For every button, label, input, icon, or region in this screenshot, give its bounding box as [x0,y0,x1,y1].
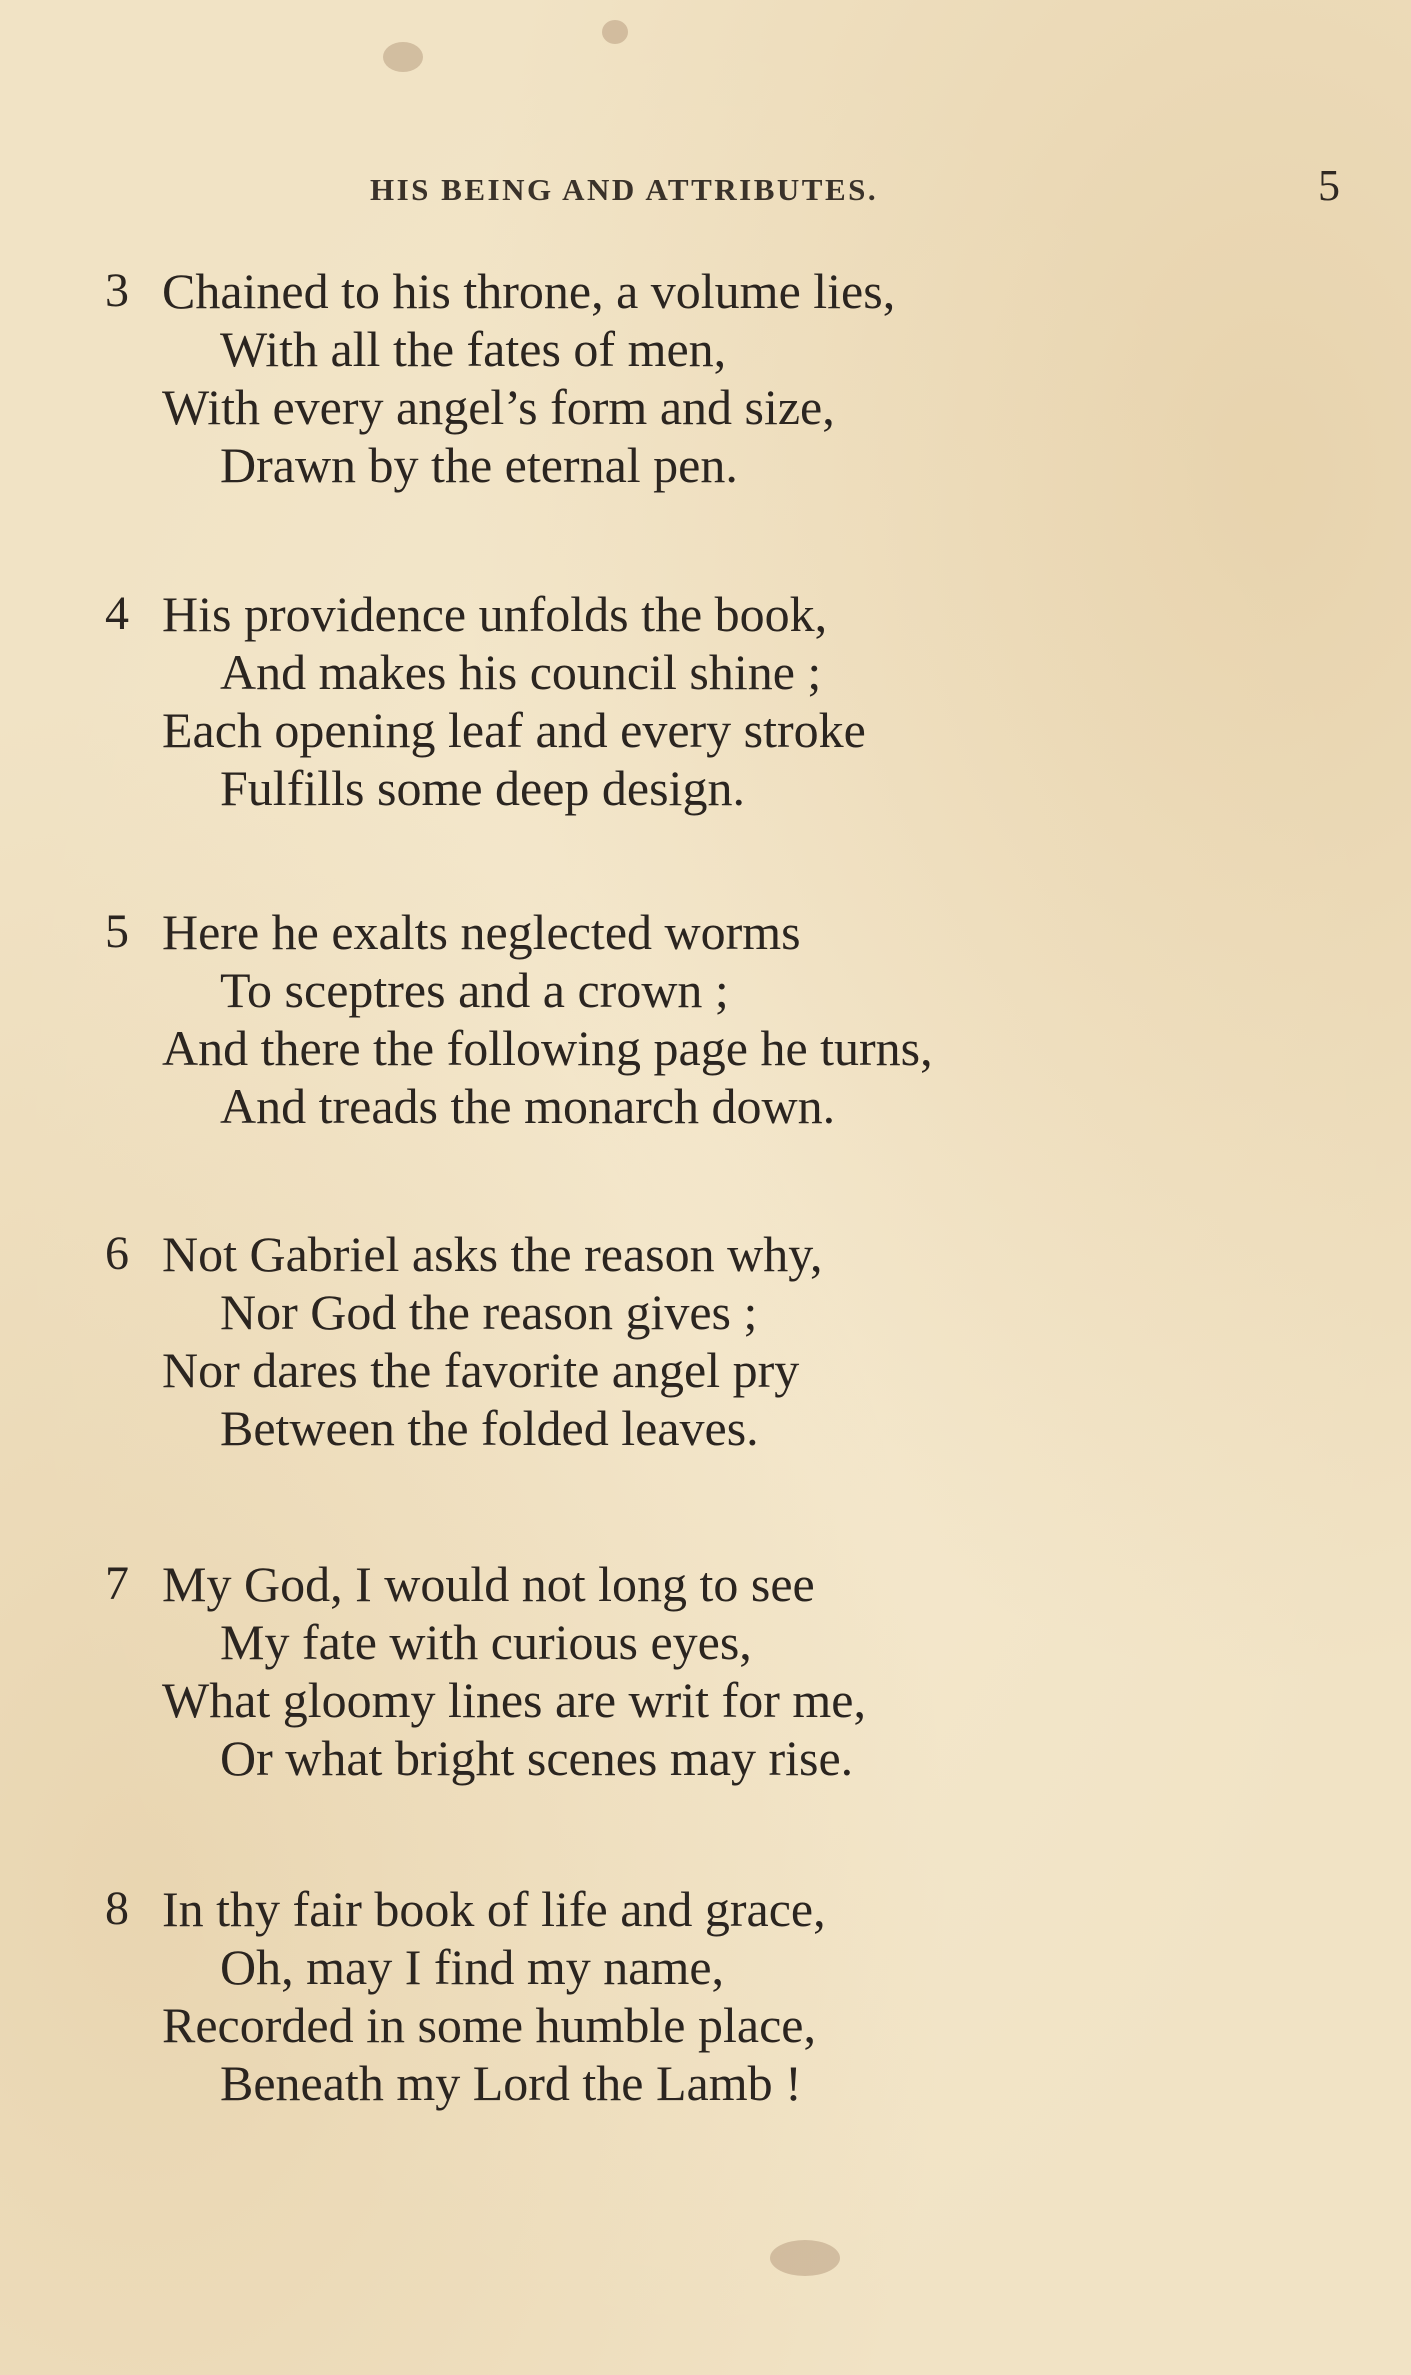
hymn-line: What gloomy lines are writ for me, [162,1672,866,1728]
hymn-line: Not Gabriel asks the reason why, [162,1226,823,1282]
hymn-line: And makes his council shine ; [220,644,822,700]
hymn-line: Fulfills some deep design. [220,760,745,816]
hymn-line: Nor dares the favorite angel pry [162,1342,800,1398]
stanza-number: 5 [105,905,129,958]
hymn-line: Between the folded leaves. [220,1400,759,1456]
hymn-line: My God, I would not long to see [162,1556,815,1612]
hymn-line: To sceptres and a crown ; [220,962,729,1018]
page-number: 5 [1318,161,1340,210]
hymn-line: In thy fair book of life and grace, [162,1881,826,1937]
stanza-number: 7 [105,1557,129,1610]
hymn-line: Or what bright scenes may rise. [220,1730,854,1786]
stanza-number: 4 [105,587,129,640]
hymn-line: Here he exalts neglected worms [162,904,801,960]
ink-blot-decoration [770,2240,840,2276]
hymn-line: And there the following page he turns, [162,1020,933,1076]
hymn-line: Beneath my Lord the Lamb ! [220,2055,802,2111]
running-head-title: HIS BEING AND ATTRIBUTES. [370,172,879,207]
hymn-line: Nor God the reason gives ; [220,1284,758,1340]
hymn-line: Oh, may I find my name, [220,1939,725,1995]
hymn-line: Each opening leaf and every stroke [162,702,866,758]
stanza-number: 6 [105,1227,129,1280]
stanza-number: 8 [105,1882,129,1935]
hymn-line: His providence unfolds the book, [162,586,828,642]
hymn-line: Recorded in some humble place, [162,1997,816,2053]
hymn-line: My fate with curious eyes, [220,1614,752,1670]
hymn-line: With all the fates of men, [220,321,727,377]
hymn-line: Chained to his throne, a volume lies, [162,263,896,319]
hymn-line: With every angel’s form and size, [162,379,835,435]
hymn-line: Drawn by the eternal pen. [220,437,738,493]
stanza-number: 3 [105,264,129,317]
running-head [0,0,1411,230]
hymn-line: And treads the monarch down. [220,1078,836,1134]
